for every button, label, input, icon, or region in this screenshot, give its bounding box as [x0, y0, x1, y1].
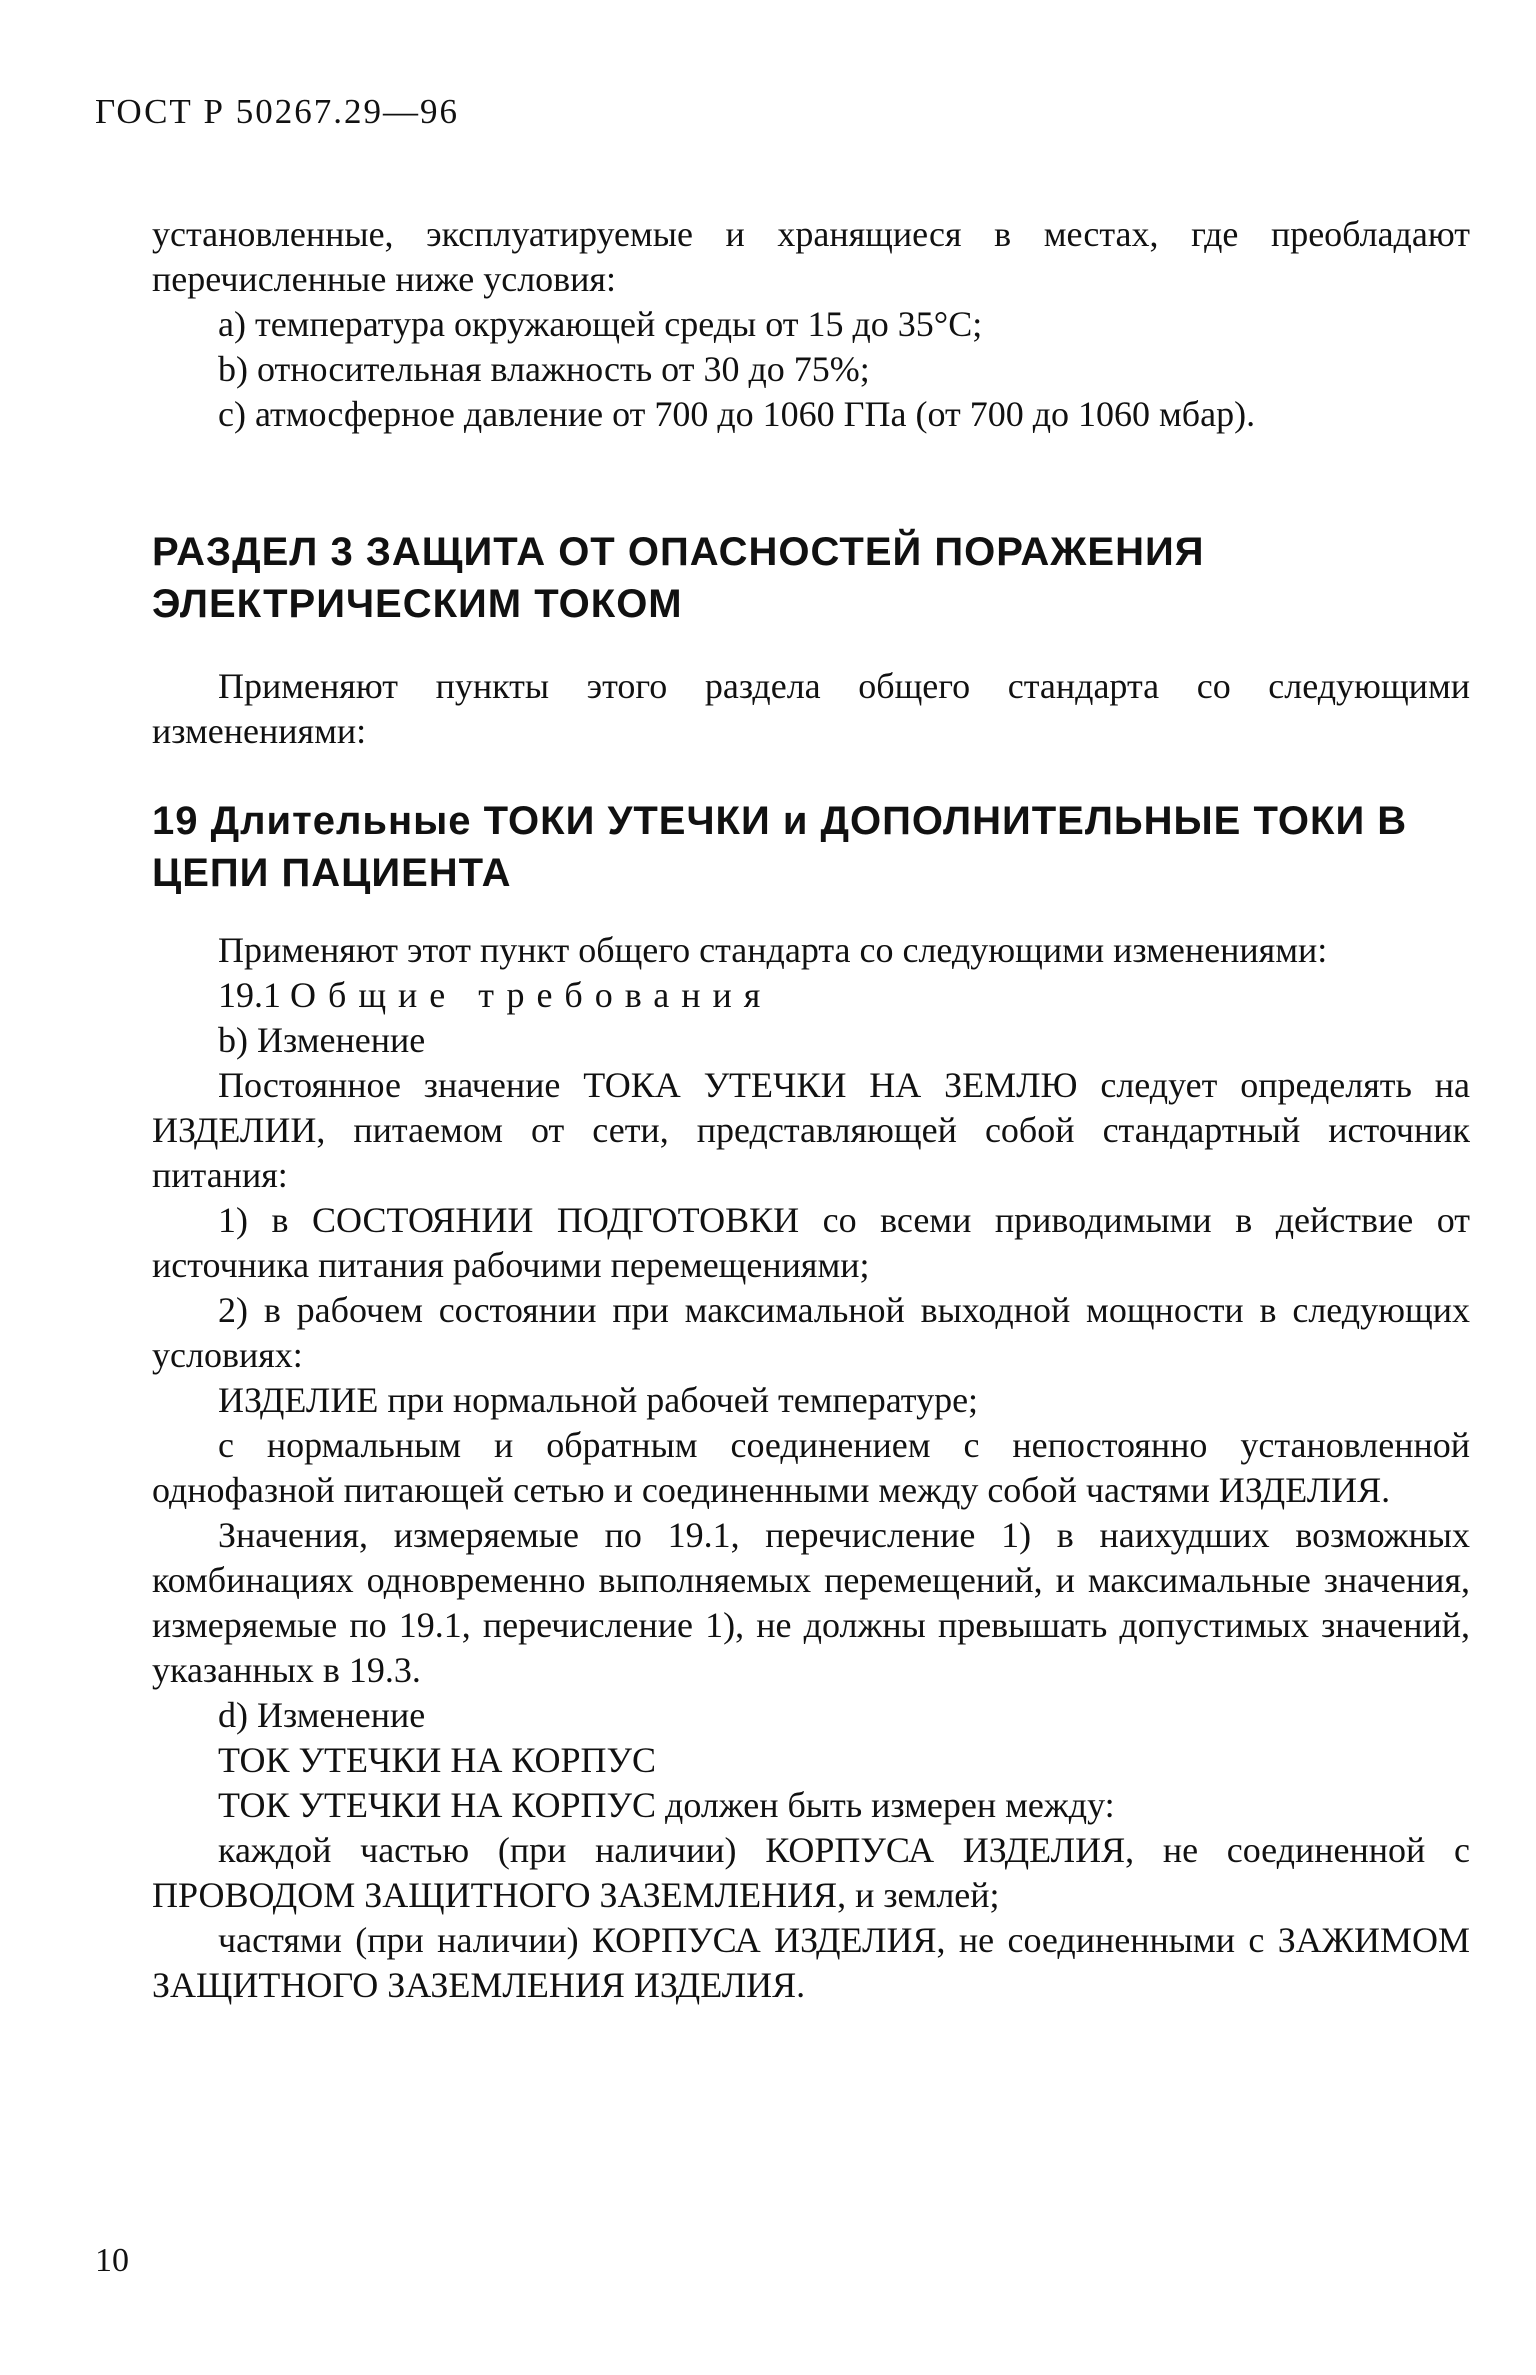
- intro-item-c: с) атмосферное давление от 700 до 1060 ГПа (от 700 до 1060 мбар).: [218, 394, 1256, 434]
- change-b-item-3: ИЗДЕЛИЕ при нормальной рабочей температуре;: [218, 1380, 979, 1420]
- intro-item-b: b) относительная влажность от 30 до 75%;: [218, 349, 870, 389]
- intro-item-a: а) температура окружающей среды от 15 до 35°С;: [218, 304, 983, 344]
- intro-paragraph: установленные, эксплуатируемые и хранящиеся в местах, где преобладают перечисленные ниже условия:: [152, 214, 1470, 299]
- change-d-text: ТОК УТЕЧКИ НА КОРПУС должен быть измерен между:: [218, 1785, 1115, 1825]
- change-b-item-1: 1) в СОСТОЯНИИ ПОДГОТОВКИ со всеми приводимыми в действие от источника питания рабочими перемещениями;: [152, 1200, 1470, 1285]
- change-d-item-1: каждой частью (при наличии) КОРПУСА ИЗДЕЛИЯ, не соединенной с ПРОВОДОМ ЗАЩИТНОГО ЗАЗЕМЛЕНИЯ, и землей;: [152, 1830, 1470, 1915]
- change-b-values: Значения, измеряемые по 19.1, перечисление 1) в наихудших возможных комбинациях одновременно выполняемых перемещений, и максимальные значения, измеряемые по 19.1, перечисление 1), не должны превышать допустимых значений, указанных в 19.3.: [152, 1515, 1470, 1690]
- section-3-text-block: [152, 664, 1470, 754]
- section-3-title: РАЗДЕЛ 3 ЗАЩИТА ОТ ОПАСНОСТЕЙ ПОРАЖЕНИЯ ЭЛЕКТРИЧЕСКИМ ТОКОМ: [152, 530, 1205, 626]
- document-header: ГОСТ Р 50267.29—96: [95, 92, 460, 131]
- change-d-heading: ТОК УТЕЧКИ НА КОРПУС: [218, 1740, 657, 1780]
- change-b-item-2: 2) в рабочем состоянии при максимальной выходной мощности в следующих условиях:: [152, 1290, 1470, 1375]
- clause-19-text: Применяют этот пункт общего стандарта со следующими изменениями:: [218, 930, 1328, 970]
- intro-block: [152, 212, 1470, 437]
- change-b-text: Постоянное значение ТОКА УТЕЧКИ НА ЗЕМЛЮ следует определять на ИЗДЕЛИИ, питаемом от сети, представляющей собой стандартный источник питания:: [152, 1065, 1470, 1195]
- change-b-item-4: с нормальным и обратным соединением с непостоянно установленной однофазной питающей сетью и соединенными между собой частями ИЗДЕЛИЯ.: [152, 1425, 1470, 1510]
- section-3-text: Применяют пункты этого раздела общего стандарта со следующими изменениями:: [152, 666, 1470, 751]
- subclause-number: 19.1: [218, 975, 281, 1015]
- page-number: 10: [95, 2242, 129, 2279]
- clause-19-title: 19 Длительные ТОКИ УТЕЧКИ и ДОПОЛНИТЕЛЬНЫЕ ТОКИ В ЦЕПИ ПАЦИЕНТА: [152, 799, 1408, 895]
- change-d-label: d) Изменение: [218, 1695, 426, 1735]
- change-d-item-2: частями (при наличии) КОРПУСА ИЗДЕЛИЯ, не соединенными с ЗАЖИМОМ ЗАЩИТНОГО ЗАЗЕМЛЕНИЯ ИЗДЕЛИЯ.: [152, 1920, 1470, 2005]
- subclause-title: Общие требования: [290, 975, 773, 1015]
- clause-19-body: [152, 928, 1470, 2008]
- change-b-label: b) Изменение: [218, 1020, 426, 1060]
- subclause-19-1-heading: [152, 973, 1470, 1018]
